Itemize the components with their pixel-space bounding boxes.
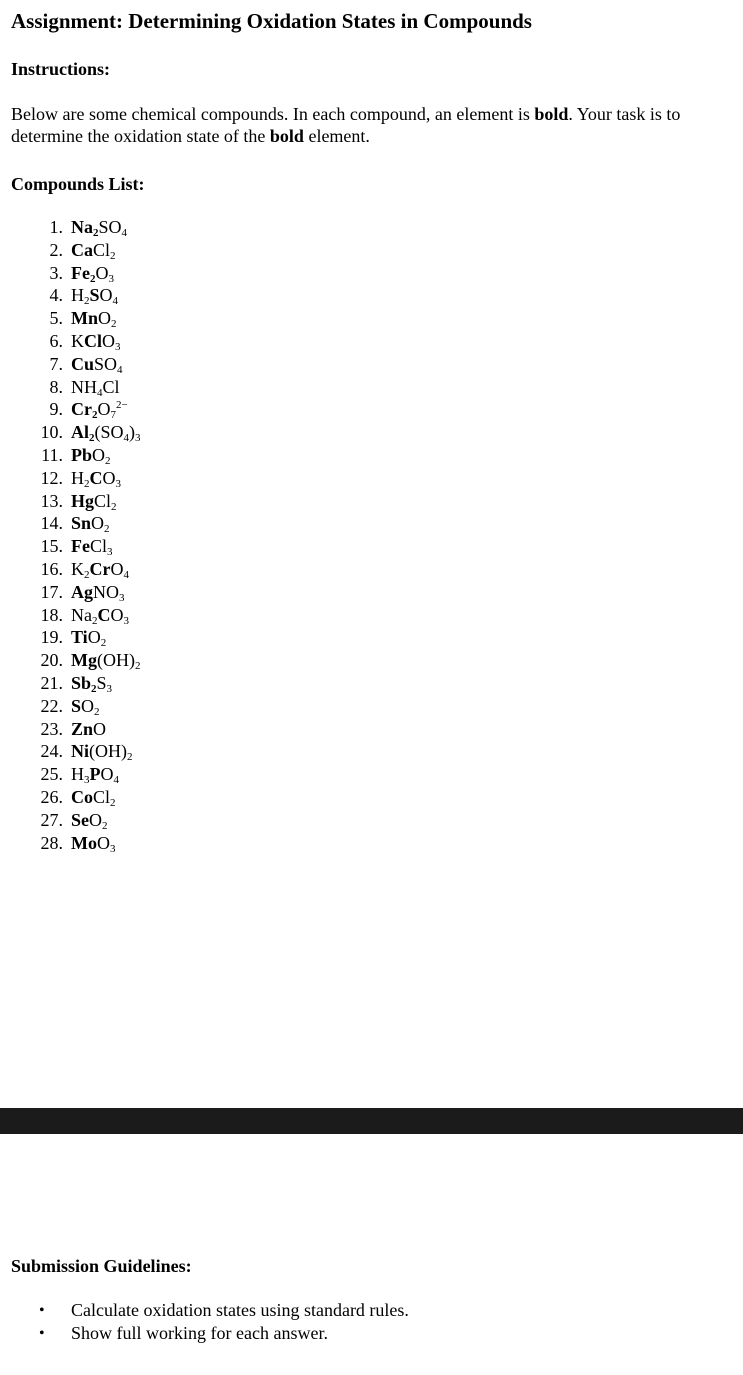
compound-number: 7. (49, 353, 63, 374)
formula-symbol: ) (129, 422, 136, 443)
formula-subscript: 2 (89, 272, 96, 285)
compound-item (11, 718, 107, 741)
compound-number: 24. (40, 741, 63, 762)
instructions-heading: Instructions: (11, 59, 111, 79)
formula-symbol: SO (98, 217, 122, 237)
compound-number: 14. (40, 513, 63, 534)
formula-subscript: 2 (92, 614, 98, 627)
compound-item (11, 581, 125, 604)
compound-number: 18. (40, 604, 63, 625)
instruction-text: determine the oxidation state of the (11, 126, 270, 146)
formula-subscript: 3 (110, 842, 116, 855)
compound-number: 10. (40, 422, 63, 443)
compound-number: 15. (40, 536, 63, 557)
compound-item (11, 216, 128, 239)
formula-subscript: 4 (113, 774, 119, 787)
formula-symbol: Cl (93, 239, 111, 260)
formula-symbol: O (98, 308, 111, 329)
formula-subscript: 3 (84, 774, 90, 787)
dark-divider-bar (0, 1108, 743, 1134)
formula-subscript: 3 (115, 477, 121, 490)
formula-symbol: NO (93, 581, 119, 602)
formula-symbol: H (71, 467, 84, 488)
formula-subscript: 2 (110, 249, 116, 262)
formula-symbol: Ni (71, 741, 89, 762)
instruction-text: Below are some chemical compounds. In each compound, an element is (11, 104, 535, 124)
formula-symbol: Cl (84, 330, 102, 351)
formula-symbol: Sn (71, 513, 92, 534)
formula-symbol: O (97, 399, 111, 420)
formula-symbol: Cl (102, 376, 120, 397)
compound-number: 22. (40, 695, 63, 716)
compound-number: 20. (40, 650, 63, 671)
formula-symbol: S (71, 695, 82, 716)
formula-subscript: 4 (112, 295, 119, 308)
compound-item (11, 604, 129, 627)
formula-symbol: Cr (89, 558, 111, 579)
formula-symbol: Na (71, 604, 92, 625)
formula-subscript: 2 (91, 682, 97, 695)
formula-symbol: S (89, 285, 100, 306)
compound-formula (71, 832, 116, 858)
compounds-list (11, 216, 141, 855)
compound-item (11, 649, 141, 673)
instruction-text: element. (303, 126, 370, 146)
compound-item (11, 786, 116, 809)
formula-subscript: 2 (135, 660, 141, 673)
formula-symbol: Ag (71, 581, 93, 602)
compound-item (11, 763, 119, 787)
compound-number: 27. (40, 809, 63, 830)
formula-subscript: 3 (107, 546, 113, 559)
guideline-text: Calculate oxidation states using standard rules. (71, 1300, 409, 1320)
compound-item (11, 421, 141, 445)
compound-item (11, 376, 120, 399)
formula-symbol: (SO (94, 422, 124, 443)
compound-number: 8. (49, 376, 63, 397)
formula-subscript: 3 (135, 432, 141, 445)
bullet-icon: • (39, 1325, 45, 1342)
formula-subscript: 3 (123, 614, 129, 627)
bullet-icon: • (39, 1302, 45, 1319)
formula-symbol: Cl (93, 786, 111, 807)
compound-number: 12. (40, 467, 63, 488)
formula-subscript: 2 (100, 637, 107, 650)
formula-symbol: O (93, 718, 107, 739)
formula-symbol: Se (71, 809, 89, 830)
formula-symbol: K (71, 330, 84, 351)
formula-symbol: Ca (71, 239, 93, 260)
compound-item (11, 695, 100, 718)
formula-symbol: Cu (71, 353, 95, 374)
compound-item (11, 262, 114, 285)
compound-item (11, 832, 116, 855)
compound-item (11, 307, 117, 331)
formula-subscript: 2 (84, 295, 90, 308)
formula-subscript: 4 (117, 363, 123, 376)
formula-subscript: 3 (115, 340, 121, 353)
formula-subscript: 2 (84, 568, 90, 581)
formula-symbol: Al (71, 422, 89, 443)
formula-symbol: N (71, 376, 84, 397)
formula-symbol: P (89, 764, 101, 785)
formula-symbol: O (100, 764, 114, 785)
formula-subscript: 2 (93, 227, 99, 239)
formula-symbol: O (95, 262, 109, 283)
compound-number: 19. (40, 627, 63, 648)
compound-item (11, 535, 113, 559)
formula-symbol: Pb (71, 444, 93, 465)
compound-item (11, 809, 108, 832)
formula-subscript: 7 (110, 409, 116, 422)
compound-number: 3. (49, 262, 63, 283)
compound-number: 5. (49, 308, 63, 329)
formula-superscript: 2− (116, 399, 128, 412)
formula-symbol: Fe (71, 262, 90, 283)
formula-symbol: O (102, 467, 116, 488)
formula-symbol: Cr (71, 399, 92, 420)
compound-number: 4. (49, 285, 63, 306)
compound-item (11, 512, 110, 536)
compound-item (11, 398, 128, 422)
compound-item (11, 239, 116, 262)
formula-symbol: SO (94, 353, 118, 374)
formula-symbol: Co (71, 786, 93, 807)
assignment-title: Assignment: Determining Oxidation States in Compounds (11, 9, 532, 33)
guideline-text: Show full working for each answer. (71, 1323, 328, 1343)
compounds-heading: Compounds List: (11, 174, 145, 194)
formula-subscript: 2 (127, 751, 133, 764)
formula-symbol: K (71, 558, 84, 579)
formula-symbol: O (110, 604, 124, 625)
compound-item (11, 490, 117, 513)
formula-symbol: Mo (71, 832, 97, 853)
compound-number: 26. (40, 786, 63, 807)
compound-item (11, 330, 121, 353)
formula-symbol: H (71, 285, 84, 306)
formula-symbol: Ti (71, 627, 88, 648)
formula-symbol: H (71, 764, 84, 785)
formula-symbol: Na (71, 217, 93, 237)
formula-subscript: 2 (110, 796, 116, 809)
compound-number: 2. (49, 239, 63, 260)
compound-number: 6. (49, 330, 63, 351)
compound-number: 16. (40, 558, 63, 579)
formula-symbol: Cl (94, 490, 112, 511)
compound-item (11, 284, 119, 308)
formula-subscript: 2 (111, 500, 117, 513)
compound-formula (71, 718, 106, 741)
compound-number: 28. (40, 832, 63, 853)
formula-subscript: 2 (89, 432, 95, 445)
formula-subscript: 4 (121, 227, 128, 239)
formula-symbol: Sb (71, 672, 92, 693)
formula-subscript: 2 (84, 477, 90, 490)
formula-symbol: O (102, 330, 115, 351)
formula-symbol: (OH) (89, 741, 127, 762)
bold-keyword: bold (534, 104, 569, 124)
compound-number: 1. (49, 217, 63, 237)
formula-subscript: 3 (106, 682, 113, 695)
compound-number: 17. (40, 581, 63, 602)
formula-subscript: 4 (97, 386, 103, 399)
compound-item (11, 740, 133, 764)
formula-symbol: O (99, 285, 113, 306)
formula-symbol: (OH) (97, 650, 135, 671)
compound-item (11, 467, 121, 490)
formula-symbol: Zn (71, 718, 94, 739)
compound-number: 9. (49, 399, 63, 420)
compound-item (11, 672, 113, 695)
formula-symbol: O (87, 627, 101, 648)
formula-symbol: O (81, 695, 95, 716)
compound-number: 23. (40, 718, 63, 739)
compound-item (11, 444, 111, 467)
compound-number: 13. (40, 490, 63, 511)
compound-item (11, 353, 123, 376)
formula-subscript: 2 (102, 819, 108, 832)
compound-number: 11. (41, 444, 63, 465)
bold-keyword: bold (269, 126, 304, 146)
submission-heading: Submission Guidelines: (11, 1256, 192, 1276)
formula-subscript: 4 (123, 432, 130, 445)
formula-symbol: Mn (71, 308, 98, 329)
compound-number: 25. (40, 764, 63, 785)
formula-symbol: O (110, 558, 124, 579)
formula-symbol: Hg (71, 490, 95, 511)
compound-item (11, 558, 129, 581)
formula-symbol: C (89, 467, 103, 488)
formula-subscript: 2 (104, 523, 110, 536)
formula-symbol: O (89, 809, 102, 830)
instruction-text: . Your task is to (568, 104, 681, 124)
formula-symbol: Cl (89, 536, 107, 557)
formula-subscript: 2 (105, 454, 111, 467)
formula-subscript: 2 (94, 705, 100, 718)
formula-symbol: O (91, 513, 105, 534)
formula-symbol: C (97, 604, 111, 625)
formula-symbol: O (92, 444, 106, 465)
formula-subscript: 2 (111, 318, 117, 331)
formula-symbol: S (96, 672, 107, 693)
instructions-paragraph (11, 103, 680, 147)
formula-symbol: Mg (71, 650, 97, 671)
compound-number: 21. (40, 672, 63, 693)
formula-subscript: 4 (123, 568, 129, 581)
formula-subscript: 3 (108, 272, 114, 285)
compound-item (11, 626, 107, 650)
formula-subscript: 2 (92, 409, 98, 422)
formula-symbol: H (84, 376, 97, 397)
formula-symbol: Fe (71, 536, 90, 557)
formula-symbol: O (97, 832, 110, 853)
formula-subscript: 3 (119, 591, 125, 604)
